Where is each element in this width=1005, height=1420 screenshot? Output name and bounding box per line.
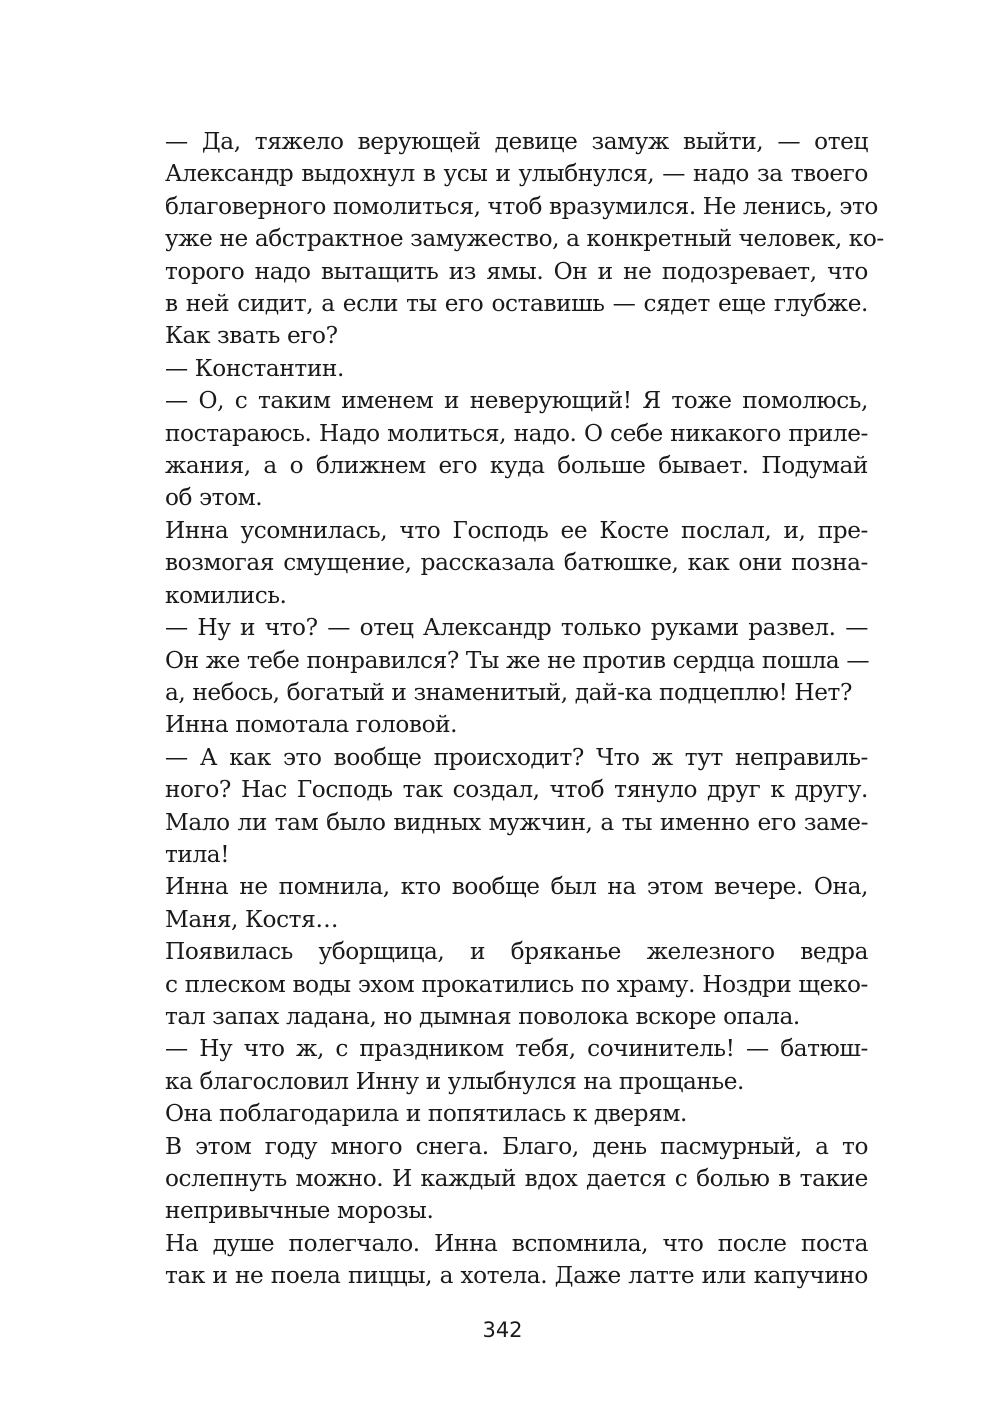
text-line: Александр выдохнул в усы и улыбнулся, — надо за твоего — [165, 160, 868, 188]
text-line: тал запах ладана, но дымная поволока вскоре опала. — [165, 1002, 800, 1030]
text-line: ного? Нас Господь так создал, чтоб тянуло друг к другу. — [165, 776, 868, 804]
text-line: — Ну и что? — отец Александр только руками развел. — — [165, 614, 868, 642]
text-line: тила! — [165, 840, 230, 868]
page-number: 342 — [482, 1318, 523, 1342]
text-line: постараюсь. Надо молиться, надо. О себе никакого приле- — [165, 419, 868, 447]
text-line: — Ну что ж, с праздником тебя, сочинитель! — батюш- — [165, 1035, 868, 1063]
text-line: Появилась уборщица, и бряканье железного ведра — [165, 938, 868, 966]
text-line: торого надо вытащить из ямы. Он и не подозревает, что — [165, 257, 868, 285]
paragraph — [118, 1228, 868, 1293]
paragraph — [118, 612, 868, 709]
paragraph — [118, 936, 868, 1033]
text-line: Инна усомнилась, что Господь ее Косте послал, и, пре- — [165, 516, 868, 544]
text-line: На душе полегчало. Инна вспомнила, что после поста — [165, 1229, 868, 1257]
page-body — [118, 126, 884, 1293]
text-line: об этом. — [165, 484, 263, 512]
text-line: ка благословил Инну и улыбнулся на прощанье. — [165, 1067, 745, 1095]
paragraph — [118, 709, 868, 741]
text-line: — А как это вообще происходит? Что ж тут неправиль- — [165, 743, 868, 771]
text-line: — О, с таким именем и неверующий! Я тоже помолюсь, — [165, 387, 868, 415]
text-line: возмогая смущение, рассказала батюшке, как они позна- — [165, 549, 868, 577]
text-line: жания, а о ближнем его куда больше бывает. Подумай — [165, 452, 868, 480]
text-line: так и не поела пиццы, а хотела. Даже латте или капучино — [165, 1262, 868, 1290]
paragraph — [118, 1131, 868, 1228]
text-line: Инна не помнила, кто вообще был на этом вечере. Она, — [165, 873, 868, 901]
text-line: Инна помотала головой. — [165, 711, 458, 739]
paragraph — [118, 1098, 868, 1130]
paragraph — [118, 871, 868, 936]
paragraph — [118, 385, 868, 515]
text-line: Маня, Костя… — [165, 905, 339, 933]
text-line: благоверного помолиться, чтоб вразумился. Не ленись, это — [165, 192, 878, 220]
text-line: — Константин. — [165, 354, 344, 382]
paragraph — [118, 1033, 868, 1098]
text-line: а, небось, богатый и знаменитый, дай-ка подцеплю! Нет? — [165, 678, 852, 706]
text-line: Как звать его? — [165, 322, 338, 350]
paragraph — [118, 515, 868, 612]
text-line: в ней сидит, а если ты его оставишь — сядет еще глубже. — [165, 290, 868, 318]
text-line: с плеском воды эхом прокатились по храму. Ноздри щеко- — [165, 970, 868, 998]
text-line: В этом году много снега. Благо, день пасмурный, а то — [165, 1132, 868, 1160]
paragraph — [118, 742, 868, 872]
paragraph — [118, 353, 868, 385]
text-line: непривычные морозы. — [165, 1197, 434, 1225]
paragraph — [118, 126, 884, 353]
text-line: ослепнуть можно. И каждый вдох дается с болью в такие — [165, 1165, 868, 1192]
text-line: Мало ли там было видных мужчин, а ты именно его заме- — [165, 808, 868, 836]
text-line: уже не абстрактное замужество, а конкретный человек, ко- — [165, 225, 884, 253]
text-line: комились. — [165, 581, 287, 609]
text-line: — Да, тяжело верующей девице замуж выйти, — отец — [165, 128, 868, 155]
text-line: Она поблагодарила и попятилась к дверям. — [165, 1100, 687, 1128]
text-line: Он же тебе понравился? Ты же не против сердца пошла — — [165, 646, 870, 674]
